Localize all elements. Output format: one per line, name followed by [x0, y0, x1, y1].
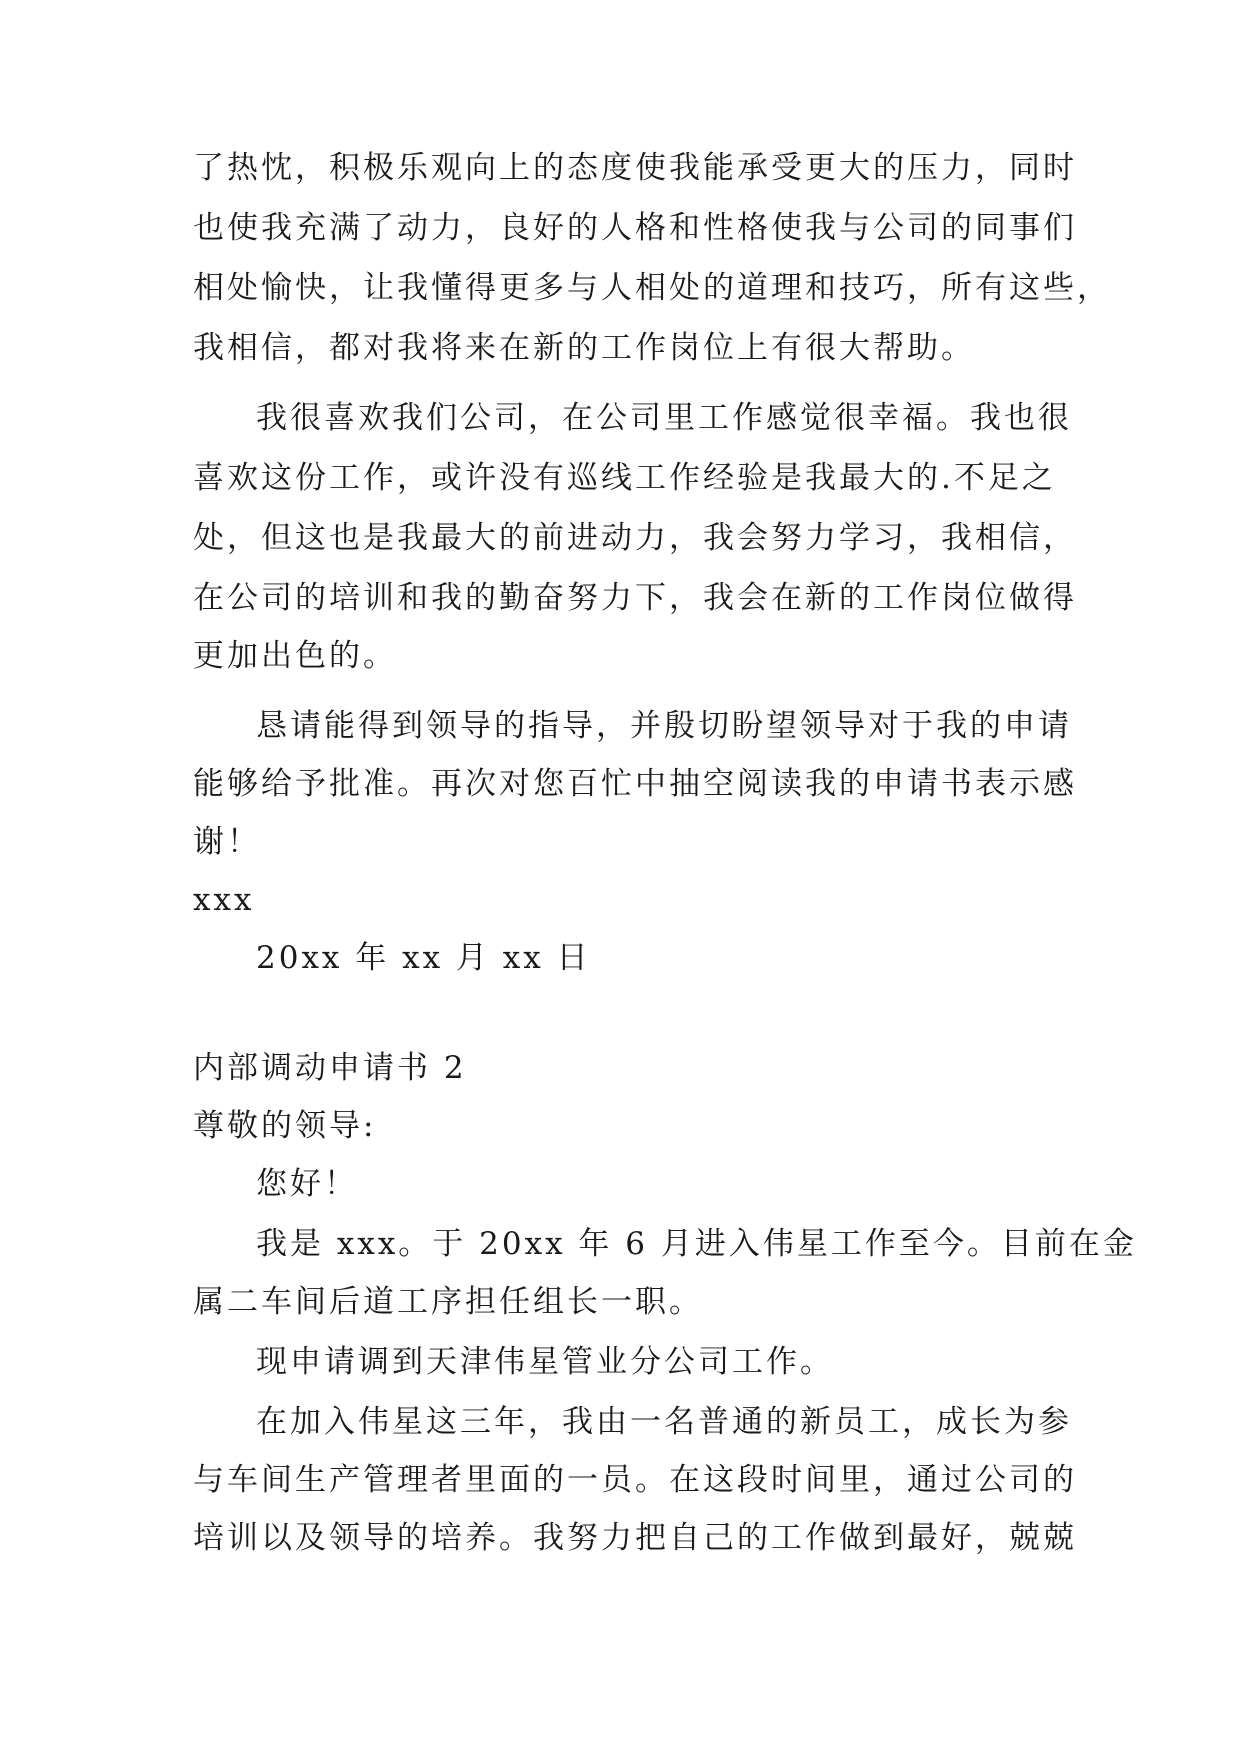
text-line: 我是 xxx。于 20xx 年 6 月进入伟星工作至今。目前在金 — [256, 1226, 1137, 1262]
text-line: 在公司的培训和我的勤奋努力下，我会在新的工作岗位做得 — [193, 580, 1077, 616]
text-line: 我很喜欢我们公司，在公司里工作感觉很幸福。我也很 — [256, 400, 1072, 436]
greeting: 您好！ — [256, 1166, 358, 1202]
text-line: 在加入伟星这三年，我由一名普通的新员工，成长为参 — [256, 1404, 1072, 1440]
text-line: 谢！ — [193, 824, 261, 860]
salutation: 尊敬的领导: — [193, 1108, 377, 1144]
text-line: 与车间生产管理者里面的一员。在这段时间里，通过公司的 — [193, 1462, 1077, 1498]
text-line: 也使我充满了动力，良好的人格和性格使我与公司的同事们 — [193, 210, 1077, 246]
text-line: 恳请能得到领导的指导，并殷切盼望领导对于我的申请 — [256, 708, 1072, 744]
text-line: 了热忱，积极乐观向上的态度使我能承受更大的压力，同时 — [193, 150, 1077, 186]
date-line: 20xx 年 xx 月 xx 日 — [256, 940, 591, 976]
text-line: 属二车间后道工序担任组长一职。 — [193, 1284, 703, 1320]
text-line: 相处愉快，让我懂得更多与人相处的道理和技巧，所有这些， — [193, 270, 1111, 306]
section-title: 内部调动申请书 2 — [193, 1050, 467, 1086]
text-line: 我相信，都对我将来在新的工作岗位上有很大帮助。 — [193, 330, 975, 366]
text-line: 能够给予批准。再次对您百忙中抽空阅读我的申请书表示感 — [193, 766, 1077, 802]
signature: xxx — [193, 882, 255, 918]
text-line: 处，但这也是我最大的前进动力，我会努力学习，我相信， — [193, 520, 1077, 556]
text-line: 现申请调到天津伟星管业分公司工作。 — [256, 1344, 834, 1380]
text-line: 喜欢这份工作，或许没有巡线工作经验是我最大的.不足之 — [193, 460, 1056, 496]
text-line: 更加出色的。 — [193, 638, 397, 674]
text-line: 培训以及领导的培养。我努力把自己的工作做到最好，兢兢 — [193, 1520, 1077, 1556]
